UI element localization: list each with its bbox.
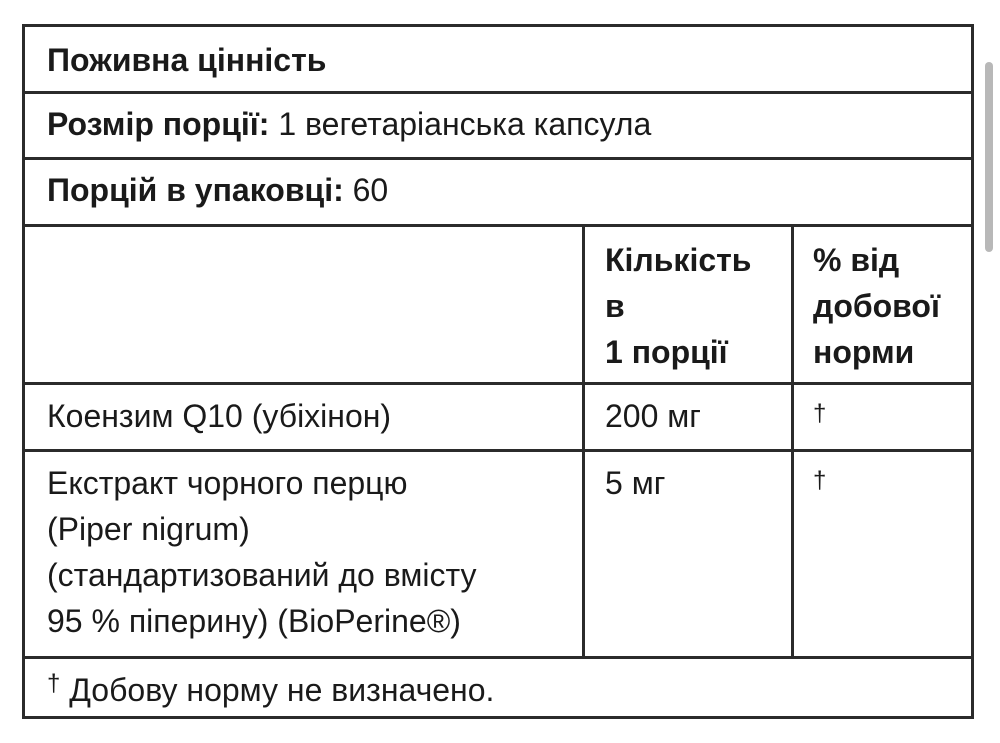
serving-size-value: 1 вегетаріанська капсула xyxy=(269,106,652,142)
footnote xyxy=(47,667,494,713)
column-divider xyxy=(791,224,794,656)
dv-header-line: добової xyxy=(813,288,940,324)
table-row xyxy=(25,382,971,449)
amount-header-line: в xyxy=(605,288,625,324)
ingredient-name-line: (Piper nigrum) xyxy=(47,511,250,547)
serving-size xyxy=(47,101,651,147)
serving-size-label: Розмір порції: xyxy=(47,106,270,142)
dv-header-line: норми xyxy=(813,334,915,370)
footnote-dagger: † xyxy=(47,670,61,697)
amount-header xyxy=(605,237,751,375)
ingredient-name xyxy=(47,393,391,439)
ingredient-amount: 200 мг xyxy=(605,398,701,434)
servings-label: Порцій в упаковці: xyxy=(47,172,344,208)
ingredient-name-line: (стандартизований до вмісту xyxy=(47,557,477,593)
dv-header-line: % від xyxy=(813,242,900,278)
serving-size-row xyxy=(25,91,971,157)
footnote-text: Добову норму не визначено. xyxy=(60,672,495,708)
dagger-mark: † xyxy=(813,467,827,494)
ingredient-name-line: Екстракт чорного перцю xyxy=(47,465,408,501)
dv-header xyxy=(813,237,940,375)
table-row xyxy=(25,449,971,656)
servings-row xyxy=(25,157,971,224)
ingredient-name-line: Коензим Q10 (убіхінон) xyxy=(47,398,392,434)
ingredient-amount: 5 мг xyxy=(605,465,666,501)
ingredient-name-line: 95 % піперину) (BioPerine®) xyxy=(47,603,461,639)
vertical-scrollbar[interactable] xyxy=(985,62,993,252)
supplement-facts-table xyxy=(22,24,974,719)
ingredient-name xyxy=(47,460,477,644)
table-title: Поживна цінність xyxy=(47,42,327,78)
servings xyxy=(47,167,388,213)
column-header-row xyxy=(25,224,971,382)
amount-header-line: 1 порції xyxy=(605,334,728,370)
servings-value: 60 xyxy=(343,172,389,208)
amount-header-line: Кількість xyxy=(605,242,752,278)
dagger-mark: † xyxy=(813,400,827,427)
footnote-row xyxy=(25,656,971,719)
column-divider xyxy=(582,224,585,656)
